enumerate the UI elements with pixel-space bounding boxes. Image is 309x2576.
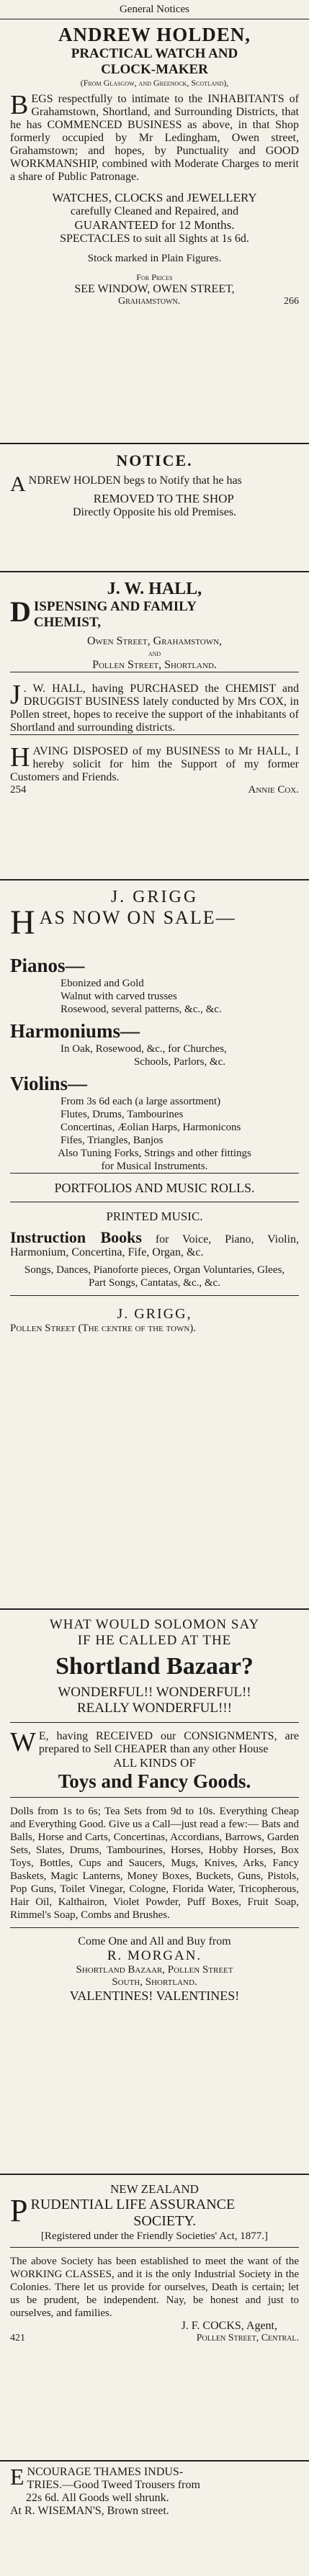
grigg-h2: Schools, Parlors, &c. xyxy=(133,1056,226,1068)
hall-dropcap: D xyxy=(10,595,31,628)
holden-body-text: EGS respectfully to intimate to the INHABITANTS of Grahamstown, Shortland, and Surrounding Districts, that he has COMMENCED BUSINESS as above, in that Shop formerly occupied by Mr Ledingham, Owen street, Grahamstown; and hopes, by Punctuality and GOOD WORKMANSHIP, combined with Moderate Charges to merit a share of Public Patronage. xyxy=(10,93,299,183)
grigg-pianos-list xyxy=(10,977,299,1016)
holden-prices: For Prices xyxy=(136,272,173,282)
hall-pollen: Pollen Street, Shortland. xyxy=(92,659,217,671)
hall-p2-text: AVING DISPOSED of my BUSINESS to Mr HALL, I hereby solicit for him the Support of my former Customers and Friends. xyxy=(10,745,299,783)
grigg-p2: Walnut with carved trusses xyxy=(61,991,177,1002)
notice-line1-text: NDREW HOLDEN begs to Notify that he has xyxy=(28,474,242,487)
thames-line3: 22s 6d. All Goods well shrunk. xyxy=(26,2492,169,2504)
bazaar-come: Come One and All and Buy from xyxy=(78,1935,231,1947)
holden-line1: PRACTICAL WATCH AND xyxy=(71,46,238,61)
bazaar-p1-text: E, having RECEIVED our CONSIGNMENTS, are prepared to Sell CHEAPER than any other House xyxy=(38,1730,299,1755)
prudential-addr: Pollen Street, Central. xyxy=(196,2333,299,2343)
hall-owen: Owen Street, Grahamstown, xyxy=(86,635,223,647)
hall-p1 xyxy=(10,680,299,734)
prudential-footer xyxy=(10,2333,299,2344)
grigg-instruction-rest: for Voice, Piano, Violin, Harmonium, Concertina, Fife, Organ, &c. xyxy=(10,1233,300,1258)
prudential-title1: RUDENTIAL LIFE ASSURANCE xyxy=(30,2197,236,2212)
grigg-printed: PRINTED MUSIC. xyxy=(106,1210,203,1223)
hall-advert xyxy=(0,572,309,881)
hall-p2-dropcap: H xyxy=(10,742,30,773)
thames-advert xyxy=(0,2462,309,2518)
grigg-portfolios: PORTFOLIOS AND MUSIC ROLLS. xyxy=(54,1181,255,1195)
bazaar-w2: REALLY WONDERFUL!!! xyxy=(77,1701,232,1716)
holden-line2: CLOCK-MAKER xyxy=(101,62,208,77)
grigg-has-text: AS NOW ON SALE— xyxy=(39,907,236,928)
prudential-number: 421 xyxy=(10,2333,25,2343)
grigg-instruction xyxy=(10,1228,300,1259)
bazaar-addr2: South, Shortland. xyxy=(112,1976,197,1988)
holden-footer xyxy=(10,296,299,307)
holden-stock: Stock marked in Plain Figures. xyxy=(87,253,222,264)
grigg-violins-list xyxy=(10,1095,299,1147)
notice-advert xyxy=(0,444,309,572)
grigg-v4: Fifes, Triangles, Banjos xyxy=(61,1135,164,1146)
holden-number: 266 xyxy=(284,296,299,307)
bazaar-line1: WHAT WOULD SOLOMON SAY xyxy=(49,1617,260,1632)
holden-dropcap: B xyxy=(10,90,29,120)
grigg-has xyxy=(10,904,299,942)
notice-dropcap: A xyxy=(10,472,26,496)
notice-line2: REMOVED TO THE SHOP xyxy=(93,492,234,505)
bazaar-title: Shortland Bazaar? xyxy=(55,1653,254,1680)
prudential-dropcap: P xyxy=(10,2193,28,2228)
prudential-body: The above Society has been established to meet the want of the WORKING CLASSES, and it is the only Industrial Society in the Colonies. There let us provide for ourselves, Death is certain; let us be prudent, be independent. Nay, be honest and just to ourselves, and families. xyxy=(10,2256,299,2319)
notice-line1 xyxy=(10,472,299,496)
holden-body xyxy=(10,90,299,184)
holden-spectacles: SPECTACLES to suit all Sights at 1s 6d. xyxy=(60,233,249,245)
bazaar-dropcap: W xyxy=(10,1727,36,1757)
grigg-harmoniums: Harmoniums— xyxy=(10,1020,140,1042)
notice-title: NOTICE. xyxy=(116,451,193,469)
grigg-songs: Songs, Dances, Pianoforte pieces, Organ Voluntaries, Glees, Part Songs, Cantatas, &c., &c. xyxy=(24,1264,285,1289)
thames-line4: At R. WISEMAN'S, Brown street. xyxy=(10,2505,169,2517)
hall-name: J. W. HALL, xyxy=(107,580,202,598)
holden-watches: WATCHES, CLOCKS and JEWELLERY xyxy=(52,191,257,204)
hall-signed: Annie Cox. xyxy=(248,784,299,796)
hall-number: 254 xyxy=(10,784,27,796)
grigg-v3: Concertinas, Æolian Harps, Harmonicons xyxy=(61,1122,241,1133)
bazaar-p1 xyxy=(10,1727,299,1757)
thames-dropcap: E xyxy=(10,2464,24,2490)
grigg-p1: Ebonized and Gold xyxy=(61,978,144,989)
holden-see: SEE WINDOW, OWEN STREET, xyxy=(74,283,235,295)
hall-footer xyxy=(10,784,299,796)
holden-from: (From Glasgow, and Greenock, Scotland), xyxy=(80,78,229,88)
prudential-title xyxy=(10,2193,299,2230)
grigg-v1: From 3s 6d each (a large assortment) xyxy=(61,1096,221,1107)
bazaar-dolls: Dolls from 1s to 6s; Tea Sets from 9d to 10s. Everything Cheap and Everything Good. Give us a Call—just read a few:— Bats and Balls, Horse and Carts, Concertinas, Accordians, Barrows, Garden Sets, Slates, Drums, Tambourines, Horses, Hobby Horses, Box Toys, Bottles, Cups and Saucers, Mugs, Knives, Arks, Fancy Baskets, Magic Lanterns, Money Boxes, Buckets, Guns, Pistols, Pop Guns, Toilet Vinegar, Cologne, Florida Water, Tricopherous, Hair Oil, Kalthairon, Violet Powder, Puff Boxes, Fruit Soap, Rimmel's Soap, Combs and Brushes. xyxy=(10,1806,299,1921)
grigg-h1: In Oak, Rosewood, &c., for Churches, xyxy=(61,1043,227,1055)
prudential-advert xyxy=(0,2175,309,2462)
grigg-v5: Also Tuning Forks, Strings and other fittings xyxy=(58,1148,251,1159)
bazaar-morgan: R. MORGAN. xyxy=(107,1948,202,1963)
holden-advert xyxy=(0,19,309,444)
holden-name: ANDREW HOLDEN, xyxy=(58,24,251,45)
section-header: General Notices xyxy=(0,0,309,19)
hall-title xyxy=(10,595,299,631)
prudential-nz: NEW ZEALAND xyxy=(110,2182,199,2196)
grigg-violins: Violins— xyxy=(10,1073,88,1094)
hall-line1: ISPENSING AND FAMILY xyxy=(33,599,197,614)
notice-line3: Directly Opposite his old Premises. xyxy=(72,506,237,518)
thames-line2: TRIES.—Good Tweed Trousers from xyxy=(27,2479,200,2491)
grigg-pianos: Pianos— xyxy=(10,955,85,976)
grigg-v6: for Musical Instruments. xyxy=(101,1161,208,1172)
hall-p1-text: . W. HALL, having PURCHASED the CHEMIST and DRUGGIST BUSINESS lately conducted by Mrs COX, in Pollen street, hopes to receive the support of the inhabitants of Shortland and surrounding districts. xyxy=(10,683,299,734)
bazaar-advert xyxy=(0,1610,309,2175)
bazaar-addr1: Shortland Bazaar, Pollen Street xyxy=(76,1964,233,1976)
grigg-p3: Rosewood, several patterns, &c., &c. xyxy=(61,1004,222,1015)
bazaar-valentines: VALENTINES! VALENTINES! xyxy=(69,1989,240,2003)
grigg-instruction-title: Instruction Books xyxy=(10,1228,142,1246)
bazaar-toys: Toys and Fancy Goods. xyxy=(58,1770,251,1792)
holden-guaranteed: GUARANTEED for 12 Months. xyxy=(74,218,235,232)
grigg-pollen: Pollen Street (The centre of the town). xyxy=(10,1323,197,1334)
hall-and: and xyxy=(148,648,161,658)
grigg-name: J. GRIGG xyxy=(110,888,199,906)
hall-p2 xyxy=(10,742,299,784)
grigg-v2: Flutes, Drums, Tambourines xyxy=(61,1109,184,1120)
holden-cleaned: carefully Cleaned and Repaired, and xyxy=(70,205,239,217)
grigg-advert xyxy=(0,881,309,1610)
prudential-agent: J. F. COCKS, Agent, xyxy=(181,2320,277,2332)
bazaar-line2: IF HE CALLED AT THE xyxy=(77,1633,232,1648)
prudential-registered: [Registered under the Friendly Societies' Act, 1877.] xyxy=(40,2230,269,2242)
thames-line1-text: NCOURAGE THAMES INDUS- xyxy=(27,2466,184,2478)
grigg-harmoniums-list xyxy=(10,1042,299,1068)
grigg-sign: J. GRIGG, xyxy=(117,1306,192,1322)
hall-p1-dropcap: J xyxy=(10,680,21,710)
bazaar-w1: WONDERFUL!! WONDERFUL!! xyxy=(58,1685,251,1700)
grigg-dropcap: H xyxy=(10,904,37,942)
bazaar-all: ALL KINDS OF xyxy=(113,1756,196,1770)
hall-line2: CHEMIST, xyxy=(33,615,101,630)
holden-grahamstown: Grahamstown. xyxy=(118,296,181,307)
prudential-title2: SOCIETY. xyxy=(133,2213,197,2229)
